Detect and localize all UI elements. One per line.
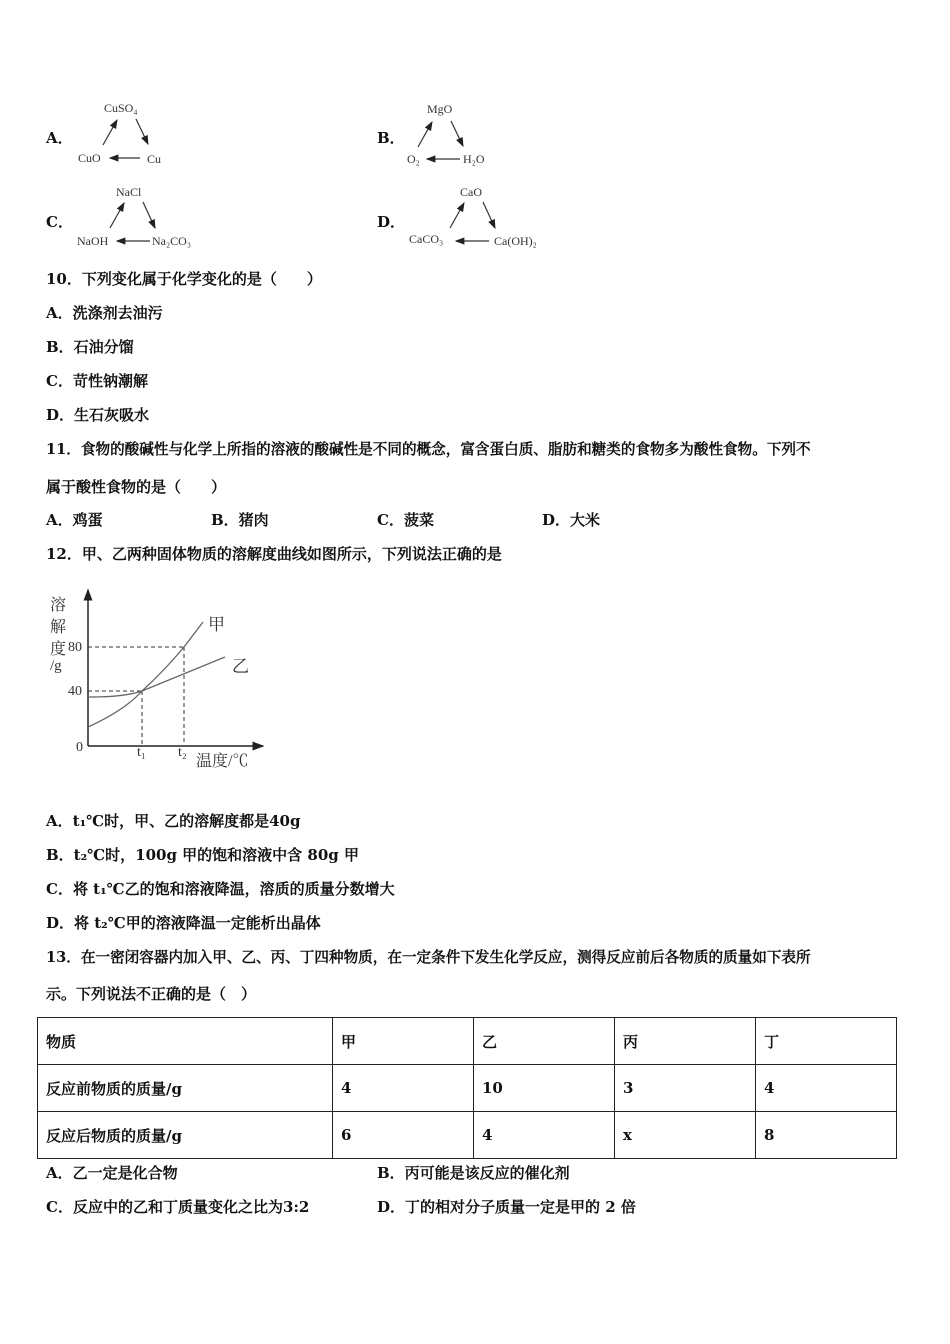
chart-ytick-40: 40: [68, 684, 82, 699]
table-cell: 8: [756, 1112, 897, 1159]
table-header-cell: 物质: [38, 1018, 333, 1065]
q10-option-b: B．石油分馏: [46, 338, 134, 356]
table-cell: 4: [333, 1065, 474, 1112]
chart-xtick-t1: t₁: [137, 745, 146, 760]
chart-ylabel-4: /g: [50, 658, 62, 674]
q11-stem-line1: 11．食物的酸碱性与化学上所指的溶液的酸碱性是不同的概念，富含蛋白质、脂肪和糖类的食物多为酸性食物。下列不: [46, 441, 811, 458]
chart-ylabel-2: 解: [50, 619, 67, 636]
q11-option-c: C．菠菜: [377, 511, 434, 529]
q12-option-a: A．t₁℃时，甲、乙的溶解度都是40g: [46, 812, 301, 830]
q12-option-d: D．将 t₂℃甲的溶液降温一定能析出晶体: [46, 914, 321, 932]
q13-stem-line1: 13．在一密闭容器内加入甲、乙、丙、丁四种物质，在一定条件下发生化学反应，测得反应前后各物质的质量如下表所: [46, 949, 811, 966]
chart-xtick-t2: t₂: [178, 745, 187, 760]
q9-b-left: O₂: [407, 152, 420, 166]
table-row: [38, 1112, 897, 1159]
q9-option-a-label: A．: [46, 129, 73, 147]
table-cell: 6: [333, 1112, 474, 1159]
q9-c-right: Na₂CO₃: [152, 234, 192, 248]
q9-option-c-cycle-arrows: [110, 202, 155, 241]
q10-option-a: A．洗涤剂去油污: [46, 304, 163, 322]
q9-a-right: Cu: [147, 152, 162, 166]
q9-d-top: CaO: [460, 185, 482, 199]
table-header-cell: 丁: [756, 1018, 897, 1065]
table-cell: 反应后物质的质量/g: [38, 1112, 333, 1159]
q9-a-left: CuO: [78, 151, 101, 165]
table-header-cell: 丙: [615, 1018, 756, 1065]
q9-option-b-cycle-arrows: [418, 121, 463, 159]
q9-option-d-cycle-arrows: [450, 202, 495, 241]
table-header-cell: 乙: [474, 1018, 615, 1065]
q10-option-c: C．苛性钠潮解: [46, 372, 148, 390]
q9-b-top: MgO: [427, 102, 453, 116]
table-header-cell: 甲: [333, 1018, 474, 1065]
q9-option-c-label: C．: [46, 213, 73, 231]
chart-ytick-80: 80: [68, 640, 82, 655]
table-row: [38, 1065, 897, 1112]
q9-d-right: Ca(OH)₂: [494, 234, 537, 248]
table-header-row: [38, 1018, 897, 1065]
table-cell: 4: [756, 1065, 897, 1112]
mass-table: [37, 1017, 897, 1159]
table-cell: x: [615, 1112, 756, 1159]
q13-option-d: D．丁的相对分子质量一定是甲的 2 倍: [377, 1198, 636, 1216]
q12-stem: 12．甲、乙两种固体物质的溶解度曲线如图所示，下列说法正确的是: [46, 545, 502, 563]
table-cell: 10: [474, 1065, 615, 1112]
q10-option-d: D．生石灰吸水: [46, 406, 150, 424]
q9-b-right: H₂O: [463, 152, 485, 166]
q10-stem: 10．下列变化属于化学变化的是（ ）: [46, 270, 322, 288]
q9-c-top: NaCl: [116, 185, 142, 199]
chart-xlabel: 温度/℃: [196, 753, 249, 770]
series-jia-curve: [88, 622, 203, 727]
q12-option-b: B．t₂℃时，100g 甲的饱和溶液中含 80g 甲: [46, 846, 359, 864]
q11-option-a: A．鸡蛋: [46, 511, 103, 529]
q12-option-c: C．将 t₁℃乙的饱和溶液降温，溶质的质量分数增大: [46, 880, 395, 898]
q9-a-top: CuSO₄: [104, 101, 138, 115]
table-cell: 反应前物质的质量/g: [38, 1065, 333, 1112]
q9-d-left: CaCO₃: [409, 232, 444, 246]
q13-option-c: C．反应中的乙和丁质量变化之比为3:2: [46, 1198, 310, 1216]
q9-option-d-label: D．: [377, 213, 406, 231]
chart-ylabel-3: 度: [50, 641, 67, 658]
series-jia-label: 甲: [208, 615, 225, 634]
table-cell: 3: [615, 1065, 756, 1112]
table-cell: 4: [474, 1112, 615, 1159]
q13-stem-line2: 示。下列说法不正确的是（ ）: [46, 985, 257, 1003]
chart-origin-label: 0: [76, 740, 83, 755]
chart-ylabel-1: 溶: [50, 597, 67, 614]
q11-option-b: B．猪肉: [211, 511, 269, 529]
q11-stem-line2: 属于酸性食物的是（ ）: [46, 478, 227, 496]
q9-option-a-cycle-arrows: [103, 119, 148, 158]
q9-option-b-label: B．: [377, 129, 405, 147]
q13-option-b: B．丙可能是该反应的催化剂: [377, 1164, 570, 1182]
series-yi-label: 乙: [232, 657, 249, 676]
q11-option-d: D．大米: [542, 511, 601, 529]
q13-option-a: A．乙一定是化合物: [46, 1164, 178, 1182]
q9-c-left: NaOH: [77, 234, 109, 248]
